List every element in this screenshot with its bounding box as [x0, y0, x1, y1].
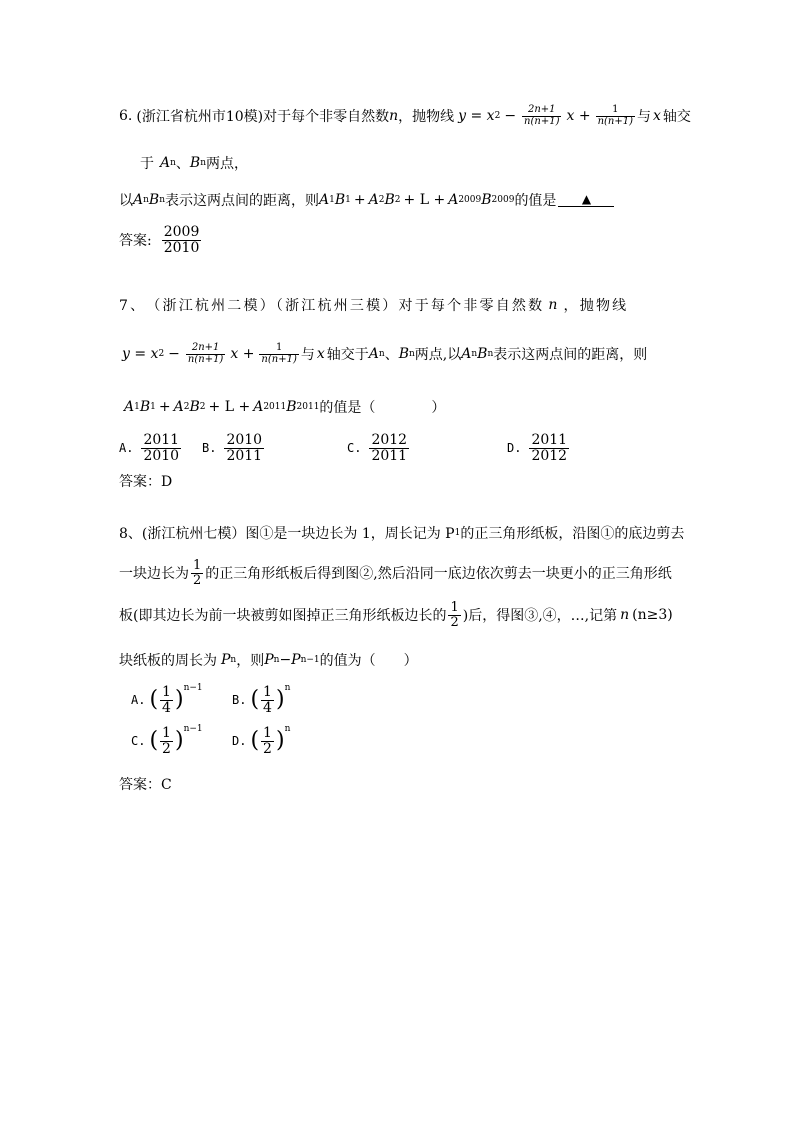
q8-line2-a: 一块边长为: [119, 566, 189, 582]
q6-stem-line2: 于 A n 、 B n 两点，: [140, 155, 249, 172]
q6-point-B: B: [189, 155, 201, 171]
q7-option-B-label: B.: [202, 441, 217, 455]
q8-stem-line3: [119, 595, 673, 635]
q6-number: 6.: [119, 108, 133, 124]
q6-frac1-numerator: 2n+1: [527, 104, 556, 115]
q6-stem-line3: 以 A n B n 表示这两点间的距离，则 A 1 B 1 + A 2 B 2 + L + A 2009 B 2009 的值是 ▲: [119, 190, 614, 210]
q7-option-B-den: 2011: [226, 447, 263, 464]
q8-Pn: P: [221, 652, 231, 668]
q6-answer: [119, 220, 203, 260]
q6-sum-A1: A: [319, 192, 330, 208]
q6-answer-fraction: [162, 225, 202, 255]
q7-line3-tail: 的值是（ ）: [319, 400, 446, 416]
q8-option-C-num: 1: [162, 724, 171, 741]
q6-frac2-denominator: n(n+1): [597, 115, 633, 127]
q7-answer-text: 答案：D: [119, 474, 173, 490]
q6-answer-denominator: 2010: [163, 239, 200, 256]
q8-option-D-rparen: ): [275, 728, 285, 753]
q7-option-D-num: 2011: [531, 431, 568, 448]
q7-stem-line2: y = x 2 − $\frac{2n+1}{n(n+1)}$ x + $\frac{1}{n(n+1)}$ 与 x 轴交于 A n 、 B n 两点,以 A n B n 表示这两点间的距离，则: [122, 342, 648, 365]
q8-option-B-lparen: (: [250, 687, 260, 712]
q8-option-B-rparen: ): [275, 687, 285, 712]
q7-minus: −: [168, 346, 180, 362]
q8-half2-num: 1: [450, 599, 459, 615]
q7-sum-A2: A: [173, 399, 184, 415]
q7-stem-line1: [119, 295, 628, 315]
q7-option-A-label: A.: [119, 441, 134, 455]
q6-tail: 与: [637, 109, 651, 125]
q7-option-C-fraction: [369, 433, 409, 463]
q7-frac1-numerator: 2n+1: [191, 342, 220, 353]
q7-option-B-num: 2010: [226, 431, 263, 448]
q7-AnBn-A: A: [461, 346, 472, 362]
q8-option-D-lparen: (: [250, 728, 260, 753]
q8-stem-line1: 8、(浙江杭州七模）图①是一块边长为 1，周长记为 P 1 的正三角形纸板，沿图①的底边剪去: [119, 523, 684, 543]
q7-option-D: [507, 428, 571, 468]
q6-parabola-word: ，抛物线: [398, 109, 455, 125]
q8-option-B-fraction: [261, 685, 274, 715]
q7-meet: 与: [300, 347, 315, 363]
q8-option-B-den: 4: [263, 699, 272, 716]
q8-stem-line2: [119, 553, 672, 593]
q7-option-C-num: 2012: [371, 431, 408, 448]
q7-frac2-denominator: n(n+1): [261, 353, 297, 365]
q8-option-B-num: 1: [263, 683, 272, 700]
q7-point-B: B: [398, 346, 409, 362]
q7-answer: [119, 472, 172, 490]
q7-option-A-num: 2011: [143, 431, 180, 448]
q7-sum-Blast: B: [286, 399, 297, 415]
q6-AnBn-B: B: [148, 192, 160, 208]
q8-option-C-rparen: ): [174, 728, 184, 753]
q8-line4-b: 的值为（ ）: [319, 653, 418, 669]
q8-option-B-label: B.: [232, 693, 247, 707]
q7-sum-dots: + L +: [208, 399, 251, 415]
q6-minus: −: [504, 108, 517, 124]
q8-half1-den: 2: [193, 572, 202, 588]
q8-option-A: A. ( $\frac{1}{4}$ ) $^{n-1}$: [131, 683, 203, 716]
q8-option-D-fraction: [261, 726, 274, 756]
q6-sum-B2: B: [384, 192, 395, 208]
q7-line2-tail: 表示这两点间的距离，则: [493, 347, 648, 363]
q7-x-plus: x +: [230, 346, 255, 362]
q6-point-A: A: [160, 155, 171, 171]
q8-option-D-den: 2: [263, 740, 272, 757]
q6-answer-numerator: 2009: [163, 223, 200, 240]
q7-frac1-denominator: n(n+1): [187, 353, 224, 365]
q6-sum-dots: + L +: [403, 192, 446, 208]
q7-option-D-fraction: [529, 433, 569, 463]
q8-option-A-fraction: [160, 685, 173, 715]
q7-sum-plus: +: [158, 399, 171, 415]
q6-frac1-denominator: n(n+1): [524, 115, 560, 127]
triangle-icon: ▲: [581, 192, 592, 206]
q6-fraction-2: [596, 105, 635, 127]
q6-separator: 、: [175, 156, 190, 172]
q6-line2-prefix: 于: [140, 156, 154, 172]
q6-lead: 对于每个非零自然数: [263, 109, 390, 125]
q8-option-C-label: C.: [131, 734, 146, 748]
q7-option-D-label: D.: [507, 441, 522, 455]
q8-comma-then: ，则: [236, 653, 265, 669]
q8-answer-text: 答案：C: [119, 777, 172, 793]
q6-frac2-numerator: 1: [612, 104, 619, 115]
q6-two-points: 两点，: [206, 156, 249, 172]
q6-sum-A2: A: [368, 192, 379, 208]
q7-source: （浙江杭州二模）（浙江杭州三模）: [146, 298, 399, 314]
q7-lead: 对于每个非零自然数: [398, 298, 545, 314]
q6-axis-cross: 轴交: [662, 109, 691, 125]
q7-frac2-numerator: 1: [275, 342, 283, 353]
q8-option-C-lparen: (: [149, 728, 159, 753]
q8-option-A-lparen: (: [149, 687, 159, 712]
q8-line3-n: n: [620, 607, 630, 623]
q8-option-D-label: D.: [232, 734, 247, 748]
q8-option-A-label: A.: [131, 693, 146, 707]
q7-sum-B1: B: [139, 399, 151, 415]
q7-axis-cross: 轴交于: [326, 347, 369, 363]
q8-line3-c: (n≥3): [632, 607, 673, 623]
q7-fraction-2: [259, 343, 298, 365]
q7-separator: 、: [384, 347, 399, 363]
q7-option-C: [347, 428, 411, 468]
q6-sum-plus: +: [353, 192, 366, 208]
q8-line3-a: 板(即其边长为前一块被剪如图掉正三角形纸板边长的: [119, 608, 447, 624]
q6-x-plus: x +: [566, 108, 591, 124]
q7-sum-B2: B: [189, 399, 200, 415]
q7-option-A: [119, 428, 183, 468]
q6-AnBn-A: A: [133, 192, 144, 208]
q8-stem-line4: 块纸板的周长为 P n ，则 P n − P n−1 的值为（ ）: [119, 652, 418, 669]
q8-option-A-num: 1: [162, 683, 171, 700]
q8-line1: 8、(浙江杭州七模）图①是一块边长为 1，周长记为 P: [119, 526, 455, 542]
q7-two-points: 两点,以: [414, 347, 462, 363]
q8-line4-a: 块纸板的周长为: [119, 653, 217, 669]
q6-line3-mid: 表示这两点间的距离，则: [165, 193, 320, 209]
q6-x-axis-var: x: [653, 108, 661, 124]
q8-half2-den: 2: [450, 614, 459, 630]
q7-y-eq: y = x: [122, 346, 159, 362]
q8-half-fraction-1: [191, 559, 203, 587]
q8-Pn-2: P: [264, 652, 274, 668]
q6-line3-lead: 以: [119, 193, 133, 209]
q8-option-A-rparen: ): [174, 687, 184, 712]
q7-option-A-fraction: [141, 433, 181, 463]
q7-option-A-den: 2010: [143, 447, 180, 464]
q7-option-B: [202, 428, 266, 468]
q7-option-C-label: C.: [347, 441, 362, 455]
q6-y-eq: y = x: [458, 108, 495, 124]
q6-fraction-1: [522, 105, 561, 127]
q6-stem-line1: 6. (浙江省杭州市10模) 对于每个非零自然数 n ，抛物线 y = x 2 − $\frac{2n+1}{n(n+1)}$ x + $\frac{1}{n(n+1)}$ 与 x 轴交: [119, 104, 691, 127]
q8-line2-b: 的正三角形纸板后得到图②,然后沿同一底边依次剪去一块更小的正三角形纸: [205, 566, 672, 582]
q7-sum-Alast: A: [253, 399, 264, 415]
q7-n: n: [548, 297, 560, 313]
q7-AnBn-B: B: [477, 346, 488, 362]
q8-option-D-num: 1: [263, 724, 272, 741]
q8-option-C-den: 2: [162, 740, 171, 757]
q7-stem-line3: A 1 B 1 + A 2 B 2 + L + A 2011 B 2011 的值是（ ）: [124, 399, 446, 416]
q7-tail: ，抛物线: [563, 298, 629, 314]
q6-line3-tail: 的值是: [514, 193, 557, 209]
q7-sum-A1: A: [124, 399, 135, 415]
q7-option-D-den: 2012: [531, 447, 568, 464]
q6-n: n: [389, 108, 399, 124]
q6-sum-B1: B: [334, 192, 346, 208]
q8-line1-tail: 的正三角形纸板，沿图①的底边剪去: [460, 526, 685, 542]
q8-answer: [119, 775, 172, 793]
q8-Pn-1: P: [291, 652, 301, 668]
q8-minus: −: [279, 652, 292, 668]
q8-option-C-fraction: [160, 726, 173, 756]
q7-number: 7、: [119, 298, 147, 314]
q8-option-D: D. ( $\frac{1}{2}$ ) $^n$: [232, 724, 291, 757]
q6-sum-Alast: A: [448, 192, 459, 208]
q6-answer-label: 答案:: [119, 233, 152, 249]
q6-answer-blank: [558, 193, 614, 207]
q7-option-B-fraction: [224, 433, 264, 463]
q8-option-B: B. ( $\frac{1}{4}$ ) $^n$: [232, 683, 291, 716]
q8-half1-num: 1: [193, 557, 202, 573]
q7-point-A: A: [368, 346, 379, 362]
q7-x-axis-var: x: [316, 346, 325, 362]
q8-line3-b: )后，得图③,④，…,记第: [462, 608, 618, 624]
q8-option-A-den: 4: [162, 699, 171, 716]
q8-option-C: C. ( $\frac{1}{2}$ ) $^{n-1}$: [131, 724, 203, 757]
q7-fraction-1: [186, 343, 225, 365]
q7-option-C-den: 2011: [371, 447, 408, 464]
q8-half-fraction-2: [448, 601, 460, 629]
q6-source: (浙江省杭州市10模): [136, 109, 264, 125]
q6-sum-Blast: B: [481, 192, 492, 208]
